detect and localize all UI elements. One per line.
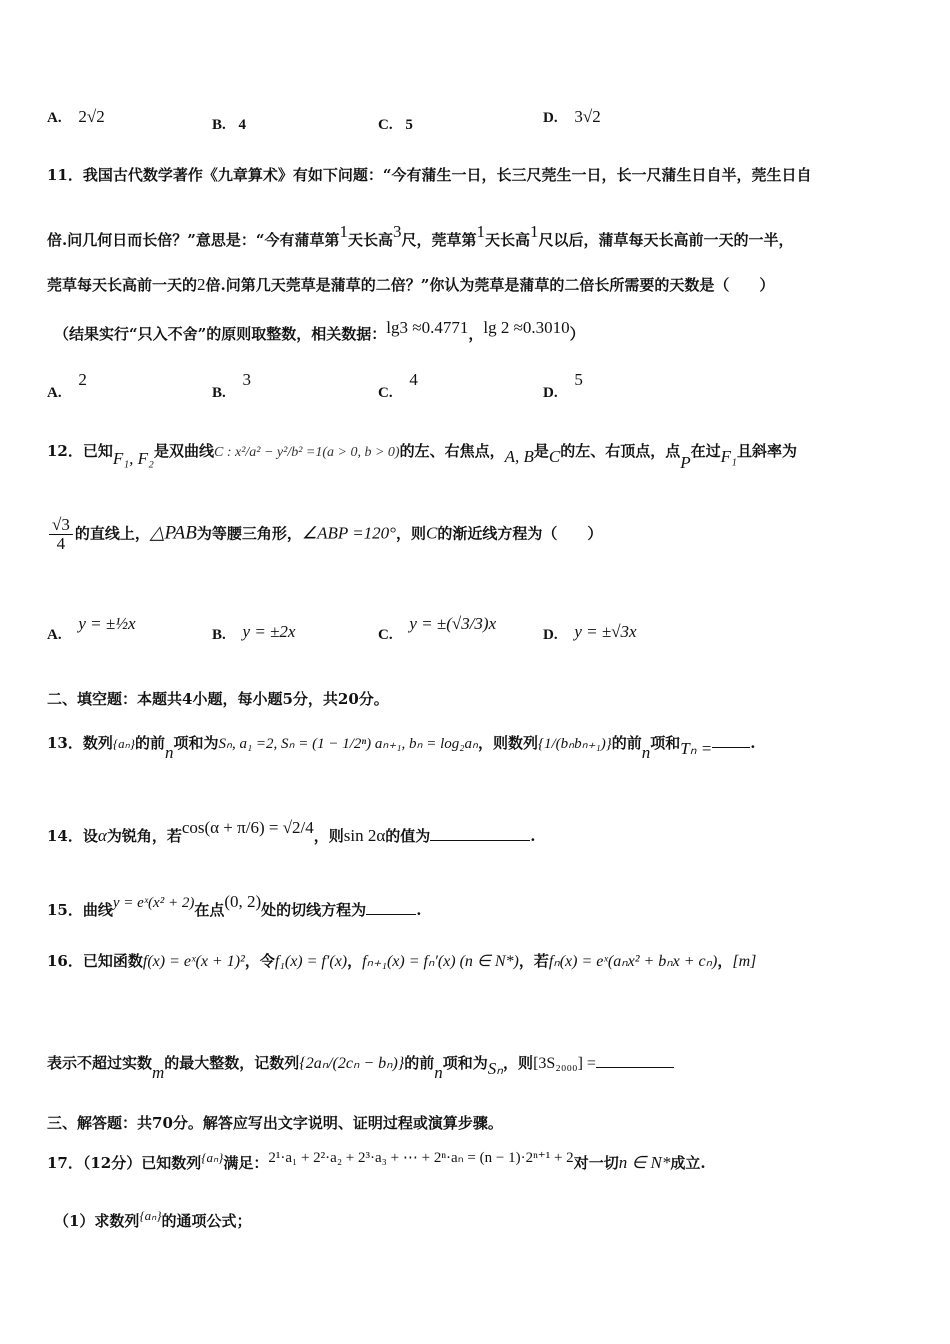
q11-line-2: 倍.问几何日而长倍？”意思是：“今有蒲草第1天长高3尺，莞草第1天长高1尺以后，蒲草每天长高前一天的一半， (47, 222, 794, 249)
q16-line-2: 表示不超过实数m的最大整数，记数列{2aₙ/(2cₙ − bₙ)}的前n项和为Sₙ，则[3S₂₀₀₀] = (47, 1052, 674, 1083)
q16-answer-blank[interactable] (596, 1067, 674, 1068)
q14-answer-blank[interactable] (430, 840, 530, 841)
q14-line: 14．设α为锐角，若cos(α + π/6) = √2/4，则sin 2α的值为 . (47, 818, 536, 845)
q10-option-d: D. 3√2 (543, 107, 601, 126)
q12-slope-fraction: $\frac{√3}{4}$ (49, 516, 73, 553)
q11-line-3: 莞草每天长高前一天的2倍.问第几天莞草是蒲草的二倍？”你认为莞草是蒲草的二倍长所需要的天数是（ ） (47, 275, 775, 294)
q17-line: 17．（12分）已知数列{aₙ}满足：2¹·a₁ + 2²·a₂ + 2³·a₃ + ⋯ + 2ⁿ·aₙ = (n − 1)·2ⁿ⁺¹ + 2对一切n ∈ N*成立. (47, 1150, 706, 1172)
q12-line-1: 12．已知F₁, F₂是双曲线C : x²/a² − y²/b² =1(a > 0, b > 0)的左、右焦点，A, B是C的左、右顶点，点P在过F₁且斜率为 (47, 442, 797, 472)
q10-option-a: A. 2√2 (47, 107, 105, 126)
q15-line: 15．曲线y = eˣ(x² + 2)在点(0, 2)处的切线方程为 . (47, 892, 422, 919)
q15-answer-blank[interactable] (366, 914, 416, 915)
q12-option-a: A. y = ±½x (47, 614, 136, 643)
q12-line-2: $\frac{√3}{4}$ 的直线上，△PAB为等腰三角形，∠ABP =120°，则C的渐近线方程为（ ） (47, 516, 602, 553)
section-2-heading: 二、填空题：本题共4小题，每小题5分，共20分。 (47, 690, 389, 708)
q13-line: 13．数列{aₙ}的前n项和为Sₙ, a₁ =2, Sₙ = (1 − 1/2ⁿ) aₙ₊₁, bₙ = log₂aₙ，则数列{1/(bₙbₙ₊₁)}的前n项和Tₙ = . (47, 734, 756, 762)
q11-option-a: A. 2 (47, 370, 87, 401)
q10-option-c: C. 5 (378, 117, 413, 133)
q16-line-1: 16．已知函数f(x) = eˣ(x + 1)²，令f₁(x) = f′(x)，fₙ₊₁(x) = fₙ′(x) (n ∈ N*)，若fₙ(x) = eˣ(aₙx² + bₙx + cₙ)，[m] (47, 952, 757, 970)
q10-option-b: B. 4 (212, 117, 247, 133)
q17-sub-1: （1）求数列{aₙ}的通项公式； (54, 1208, 252, 1230)
q11-line-4: （结果实行“只入不舍”的原则取整数，相关数据：lg3 ≈0.4771，lg 2 ≈0.3010） (54, 318, 585, 343)
section-3-heading: 三、解答题：共70分。解答应写出文字说明、证明过程或演算步骤。 (47, 1114, 503, 1132)
q11-line-1: 11．我国古代数学著作《九章算术》有如下问题：“今有蒲生一日，长三尺莞生一日，长一尺蒲生日自半，莞生日自 (47, 166, 812, 184)
q11-option-b: B. 3 (212, 370, 252, 401)
q11-option-d: D. 5 (543, 370, 583, 401)
q13-answer-blank[interactable] (712, 747, 750, 748)
q12-option-d: D. y = ±√3x (543, 622, 637, 643)
q12-option-b: B. y = ±2x (212, 622, 296, 643)
q12-option-c: C. y = ±(√3/3)x (378, 614, 497, 643)
q11-option-c: C. 4 (378, 370, 418, 401)
